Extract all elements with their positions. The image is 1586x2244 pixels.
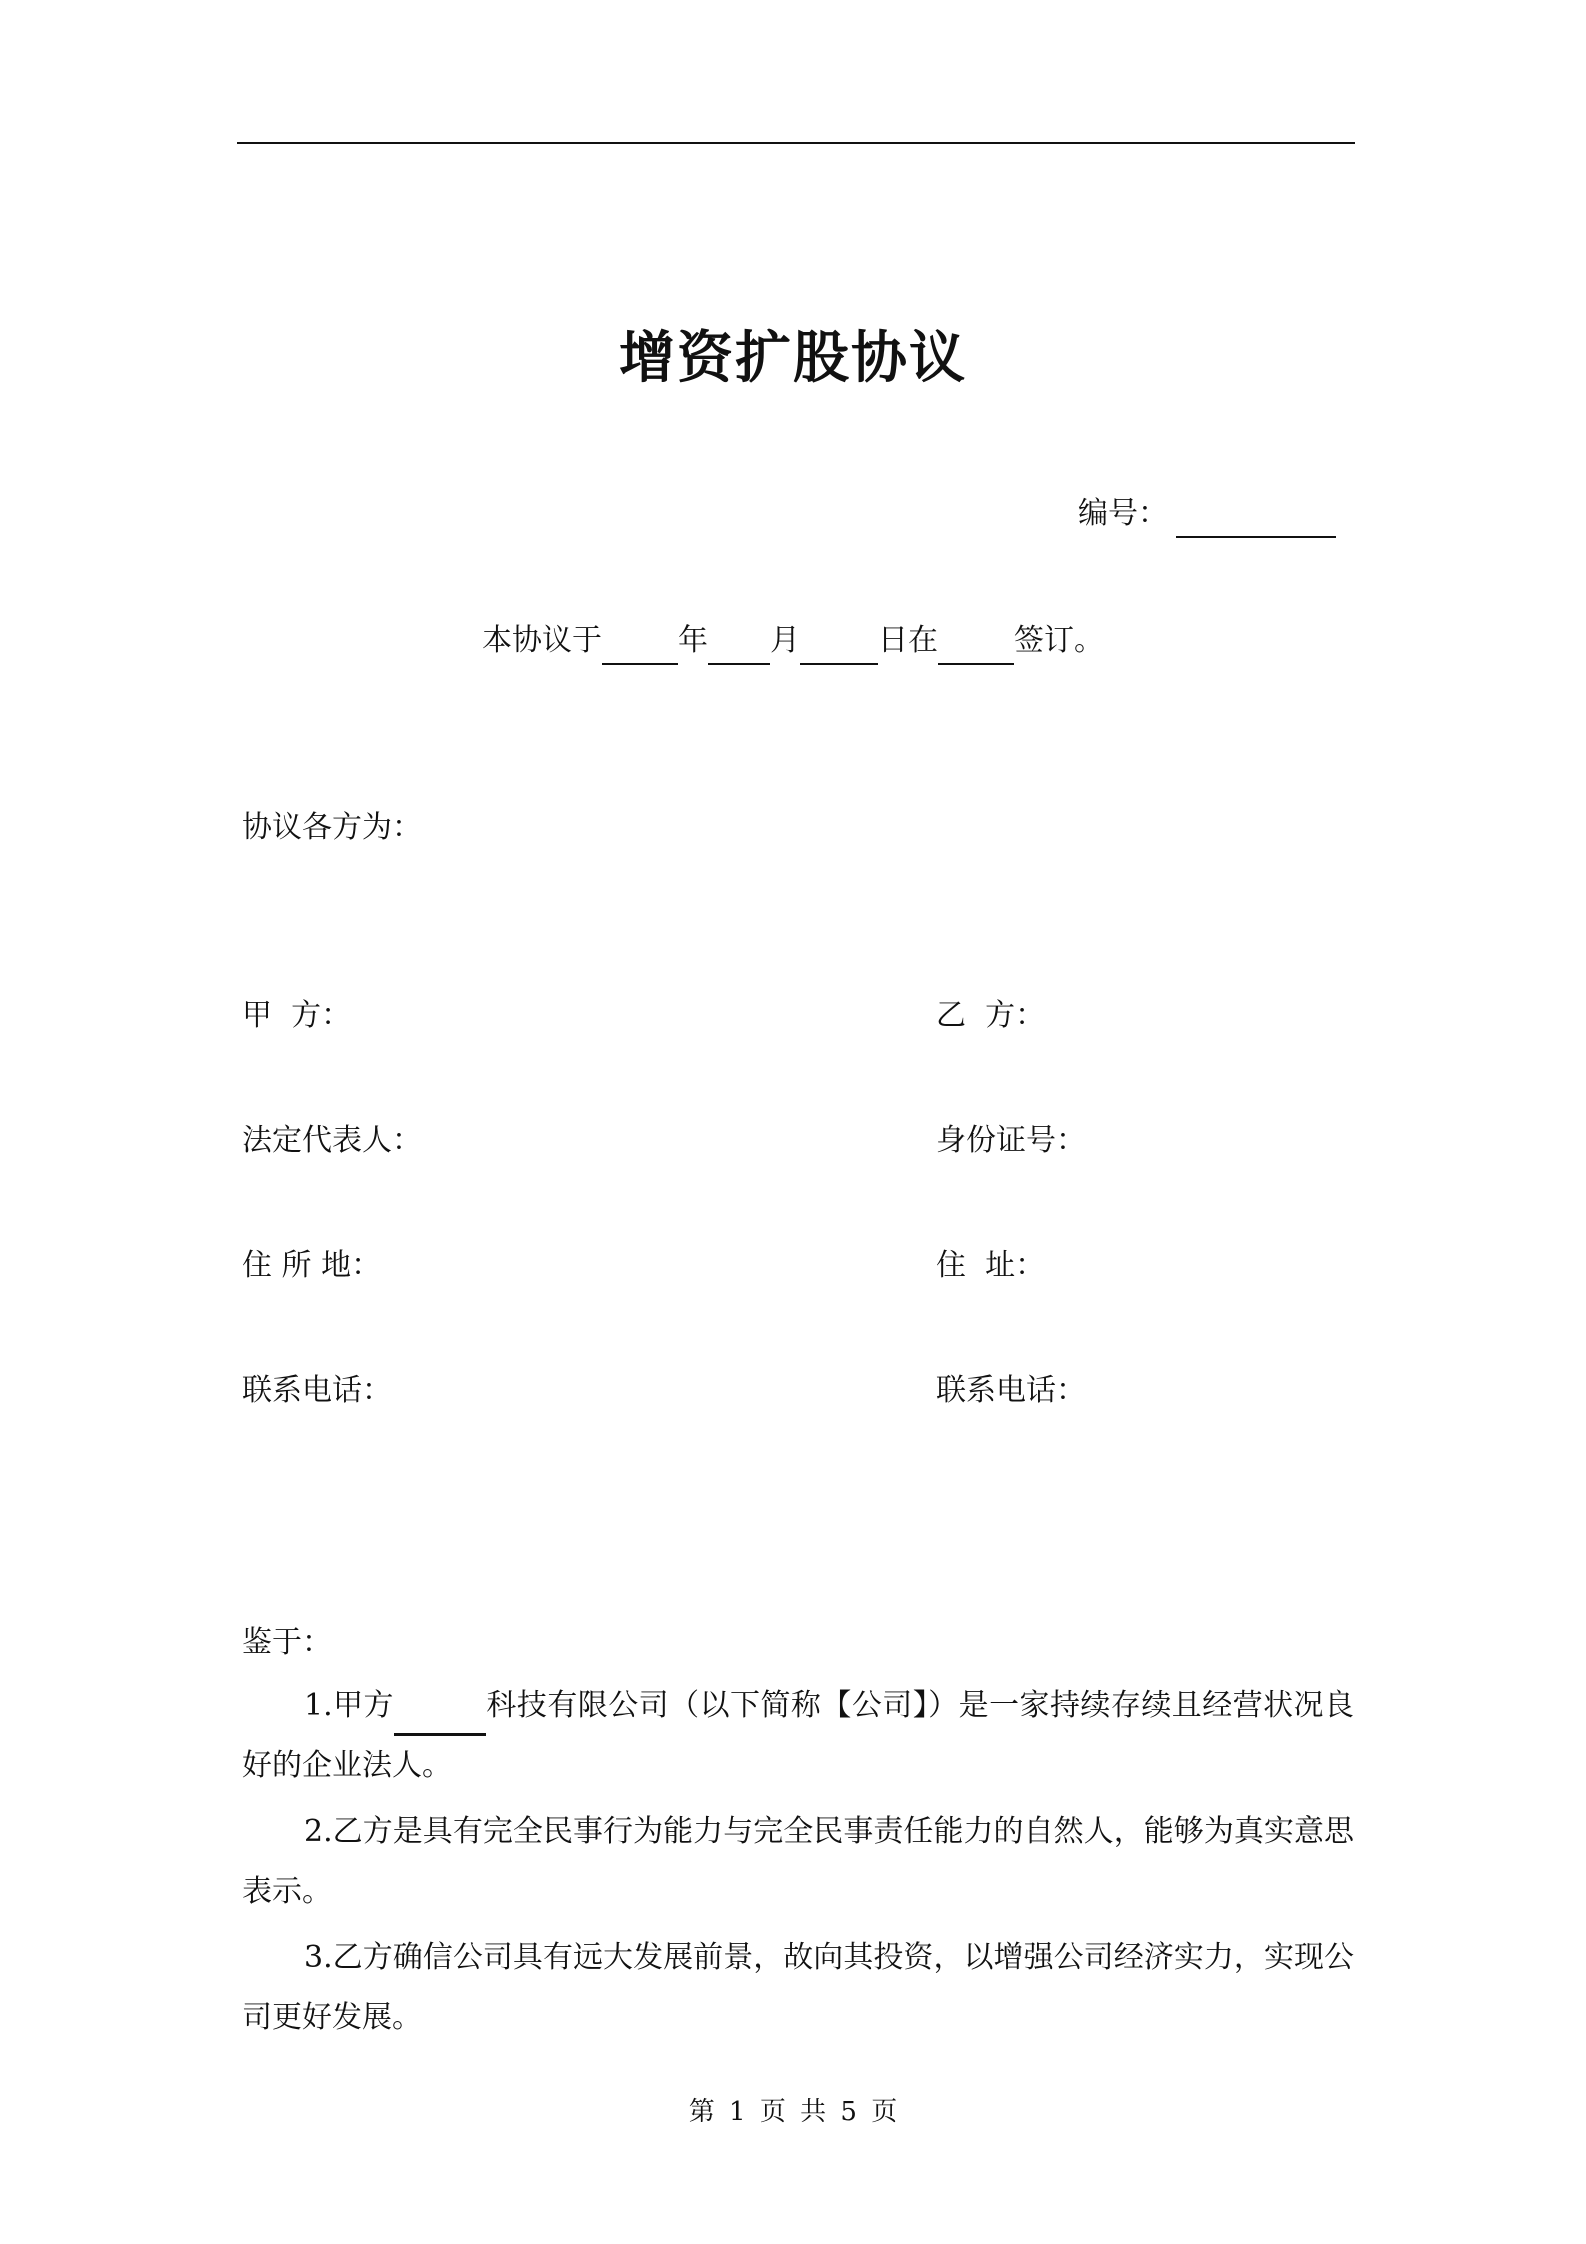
date-prefix: 本协议于 — [482, 623, 602, 658]
party-a-label: 甲 方： — [242, 998, 352, 1033]
contract-number-label: 编号： — [1078, 496, 1168, 531]
clause-1 — [242, 1676, 1354, 1796]
month-blank — [708, 629, 770, 665]
day-blank — [800, 629, 878, 665]
day-label: 日在 — [878, 623, 938, 658]
party-b-phone-label: 联系电话： — [936, 1373, 1086, 1408]
party-a-representative-label: 法定代表人： — [242, 1123, 422, 1158]
year-label: 年 — [678, 623, 708, 658]
clause-3: 3.乙方确信公司具有远大发展前景，故向其投资，以增强公司经济实力，实现公司更好发展。 — [242, 1940, 1354, 2035]
document-title: 增资扩股协议 — [619, 325, 967, 391]
party-b-address-label: 住 址： — [936, 1248, 1046, 1283]
page-footer: 第 1 页 共 5 页 — [688, 2097, 898, 2127]
header-rule — [237, 142, 1355, 144]
whereas-heading: 鉴于： — [242, 1625, 332, 1660]
party-a-phone-label: 联系电话： — [242, 1373, 392, 1408]
place-blank — [938, 629, 1014, 665]
party-a-address-label: 住 所 地： — [242, 1248, 382, 1283]
company-name-blank — [394, 1695, 486, 1736]
contract-number-blank — [1176, 500, 1336, 538]
clause-1-text: 科技有限公司（以下简称【公司】）是一家持续存续且经营状况良好的企业法人。 — [242, 1688, 1355, 1783]
whereas-clauses — [242, 1676, 1354, 2048]
signing-date-line — [0, 617, 1586, 665]
month-label: 月 — [770, 623, 800, 658]
year-blank — [602, 629, 678, 665]
party-b-label: 乙 方： — [936, 998, 1046, 1033]
clause-1-prefix: 1.甲方 — [304, 1688, 394, 1723]
clause-2: 2.乙方是具有完全民事行为能力与完全民事责任能力的自然人，能够为真实意思表示。 — [242, 1814, 1354, 1909]
party-b-id-label: 身份证号： — [936, 1123, 1086, 1158]
contract-number — [1078, 490, 1336, 538]
parties-heading: 协议各方为： — [242, 810, 422, 845]
signed-label: 签订。 — [1014, 623, 1104, 658]
